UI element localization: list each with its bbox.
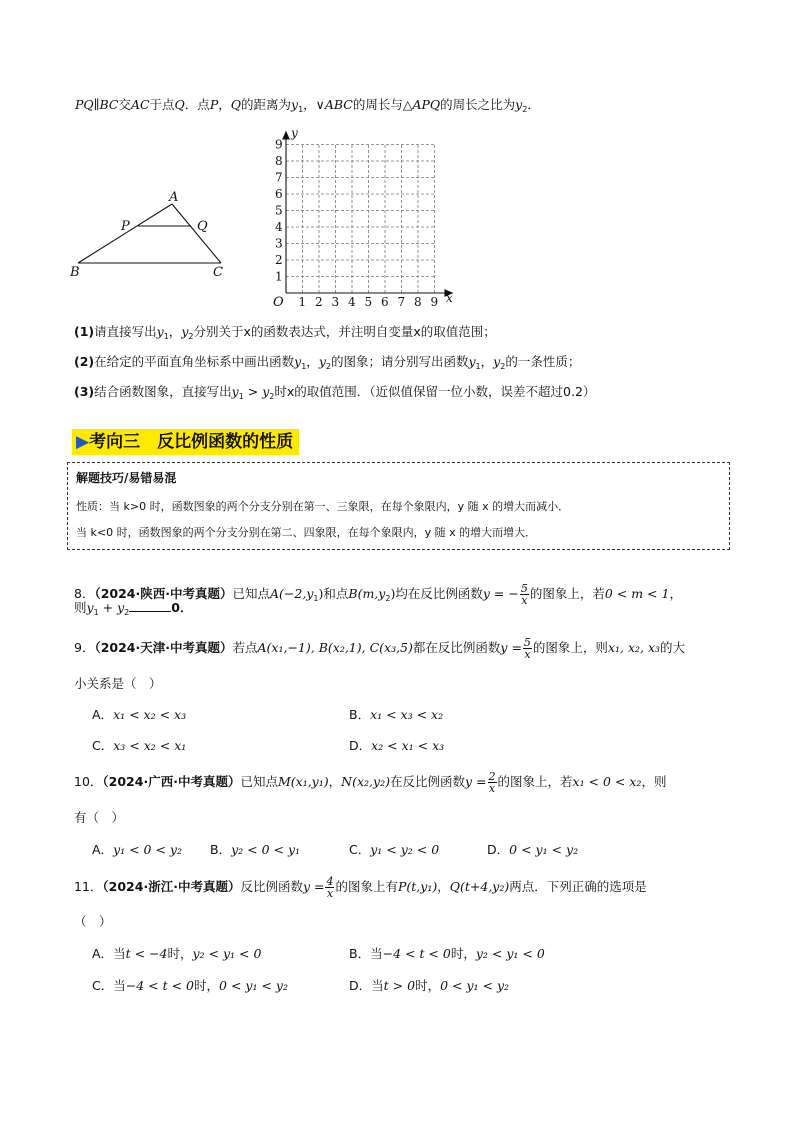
question-10-line-2: 有（ ） [74, 810, 125, 825]
x-tick-label: 3 [331, 295, 340, 309]
x-axis-label: x [446, 291, 453, 305]
option-9b[interactable]: B．x₁ < x₃ < x₂ [349, 707, 444, 722]
option-9c[interactable]: C．x₃ < x₂ < x₁ [92, 738, 187, 753]
label-q: Q [197, 219, 208, 234]
question-8: 8．（2024·陕西·中考真题）已知点$A(-2,y_1)$和点$B(m,y_2)$均在反比例函数y = − $\frac{5}{x}$ 的图象上，若0 < m < 1， [74, 582, 682, 607]
tips-box [67, 462, 730, 550]
fraction: $\frac{4}{x}$ [326, 875, 334, 900]
y-axis-label: y [291, 128, 298, 140]
option-10a[interactable]: A．y₁ < 0 < y₂ [92, 842, 183, 857]
option-11c[interactable]: C．当−4 < t < 0时，0 < y₁ < y₂ [92, 978, 288, 993]
play-arrow-icon: ▶ [76, 432, 90, 452]
section-heading [72, 429, 299, 455]
label-b: B [70, 265, 80, 280]
question-8-line-2: 则$y_1 + y_2$ 0． [74, 600, 193, 617]
section-title-text: 考向三 反比例函数的性质 [89, 432, 294, 452]
y-tick-label: 7 [275, 170, 283, 185]
y-axis-arrow [283, 132, 289, 139]
x-tick-label: 4 [348, 295, 356, 309]
answer-blank[interactable] [129, 600, 171, 612]
option-10d[interactable]: D．0 < y₁ < y₂ [487, 842, 579, 857]
label-p: P [121, 219, 130, 234]
y-tick-label: 1 [275, 269, 283, 284]
triangle-figure [68, 186, 238, 281]
y-tick-label: 5 [275, 203, 283, 218]
option-11b[interactable]: B．当−4 < t < 0时，y₂ < y₁ < 0 [349, 946, 545, 961]
x-tick-label: 6 [381, 295, 389, 309]
question-9-line-2: 小关系是（ ） [74, 676, 162, 691]
option-11a[interactable]: A．当t < −4时，y₂ < y₁ < 0 [92, 946, 262, 961]
tips-line-2: 当 k<0 时，函数图象的两个分支分别在第二、四象限，在每个象限内，y 随 x 的增大而增大． [76, 526, 537, 539]
question-11-line-2: （ ） [74, 914, 112, 929]
x-tick-label: 7 [397, 295, 406, 309]
tips-heading: 解题技巧/易错易混 [76, 471, 177, 485]
coordinate-grid [268, 128, 463, 313]
question-9: 9．（2024·天津·中考真题）若点A(x₁,−1), B(x₂,1), C(x₃,5)都在反比例函数y = $\frac{5}{x}$ 的图象上，则x₁, x₂, x₃的大 [74, 636, 686, 661]
fraction: $\frac{5}{x}$ [523, 636, 531, 661]
option-11d[interactable]: D．当t > 0时，0 < y₁ < y₂ [349, 978, 510, 993]
label-a: A [169, 190, 179, 205]
intro-line: PQ∥BC交AC于点Q．点P，Q的距离为$y_1$，∨ABC的周长与△APQ的周长之比为$y_2$． [75, 97, 540, 114]
x-tick-label: 8 [414, 295, 422, 309]
fraction: $\frac{2}{x}$ [488, 770, 496, 795]
option-9a[interactable]: A．x₁ < x₂ < x₃ [92, 707, 187, 722]
label-c: C [213, 265, 223, 280]
tips-line-1: 性质：当 k>0 时，函数图象的两个分支分别在第一、三象限，在每个象限内，y 随 x 的增大而减小． [76, 500, 570, 513]
x-tick-label: 5 [364, 295, 373, 309]
origin-label: O [273, 295, 284, 310]
y-tick-label: 4 [275, 220, 283, 234]
option-10b[interactable]: B．y₂ < 0 < y₁ [210, 842, 301, 857]
sub-question-2: (2)在给定的平面直角坐标系中画出函数$y_1$，$y_2$的图象；请分别写出函数$y_1$，$y_2$的一条性质； [74, 354, 581, 371]
y-tick-label: 3 [275, 236, 283, 251]
y-tick-label: 9 [275, 137, 283, 152]
fraction: $\frac{5}{x}$ [520, 582, 528, 607]
x-tick-label: 1 [298, 295, 307, 309]
option-9d[interactable]: D．x₂ < x₁ < x₃ [349, 738, 445, 753]
y-tick-label: 6 [275, 187, 283, 201]
sub-question-1: (1)请直接写出$y_1$，$y_2$分别关于x的函数表达式，并注明自变量x的取值范围； [74, 324, 496, 341]
question-11: 11．（2024·浙江·中考真题）反比例函数y = $\frac{4}{x}$ 的图象上有P(t,y₁)，Q(t+4,y₂)两点．下列正确的选项是 [74, 875, 647, 900]
sub-question-3: (3)结合函数图象，直接写出$y_1 > y_2$时x的取值范围．（近似值保留一位小数，误差不超过0.2） [74, 384, 596, 401]
x-tick-label: 2 [315, 295, 323, 309]
y-tick-label: 8 [275, 154, 283, 168]
question-10: 10．（2024·广西·中考真题）已知点M(x₁,y₁)，N(x₂,y₂)在反比例函数y = $\frac{2}{x}$ 的图象上，若x₁ < 0 < x₂，则 [74, 770, 667, 795]
y-tick-label: 2 [275, 253, 283, 267]
option-10c[interactable]: C．y₁ < y₂ < 0 [349, 842, 440, 857]
x-tick-label: 9 [430, 295, 439, 309]
